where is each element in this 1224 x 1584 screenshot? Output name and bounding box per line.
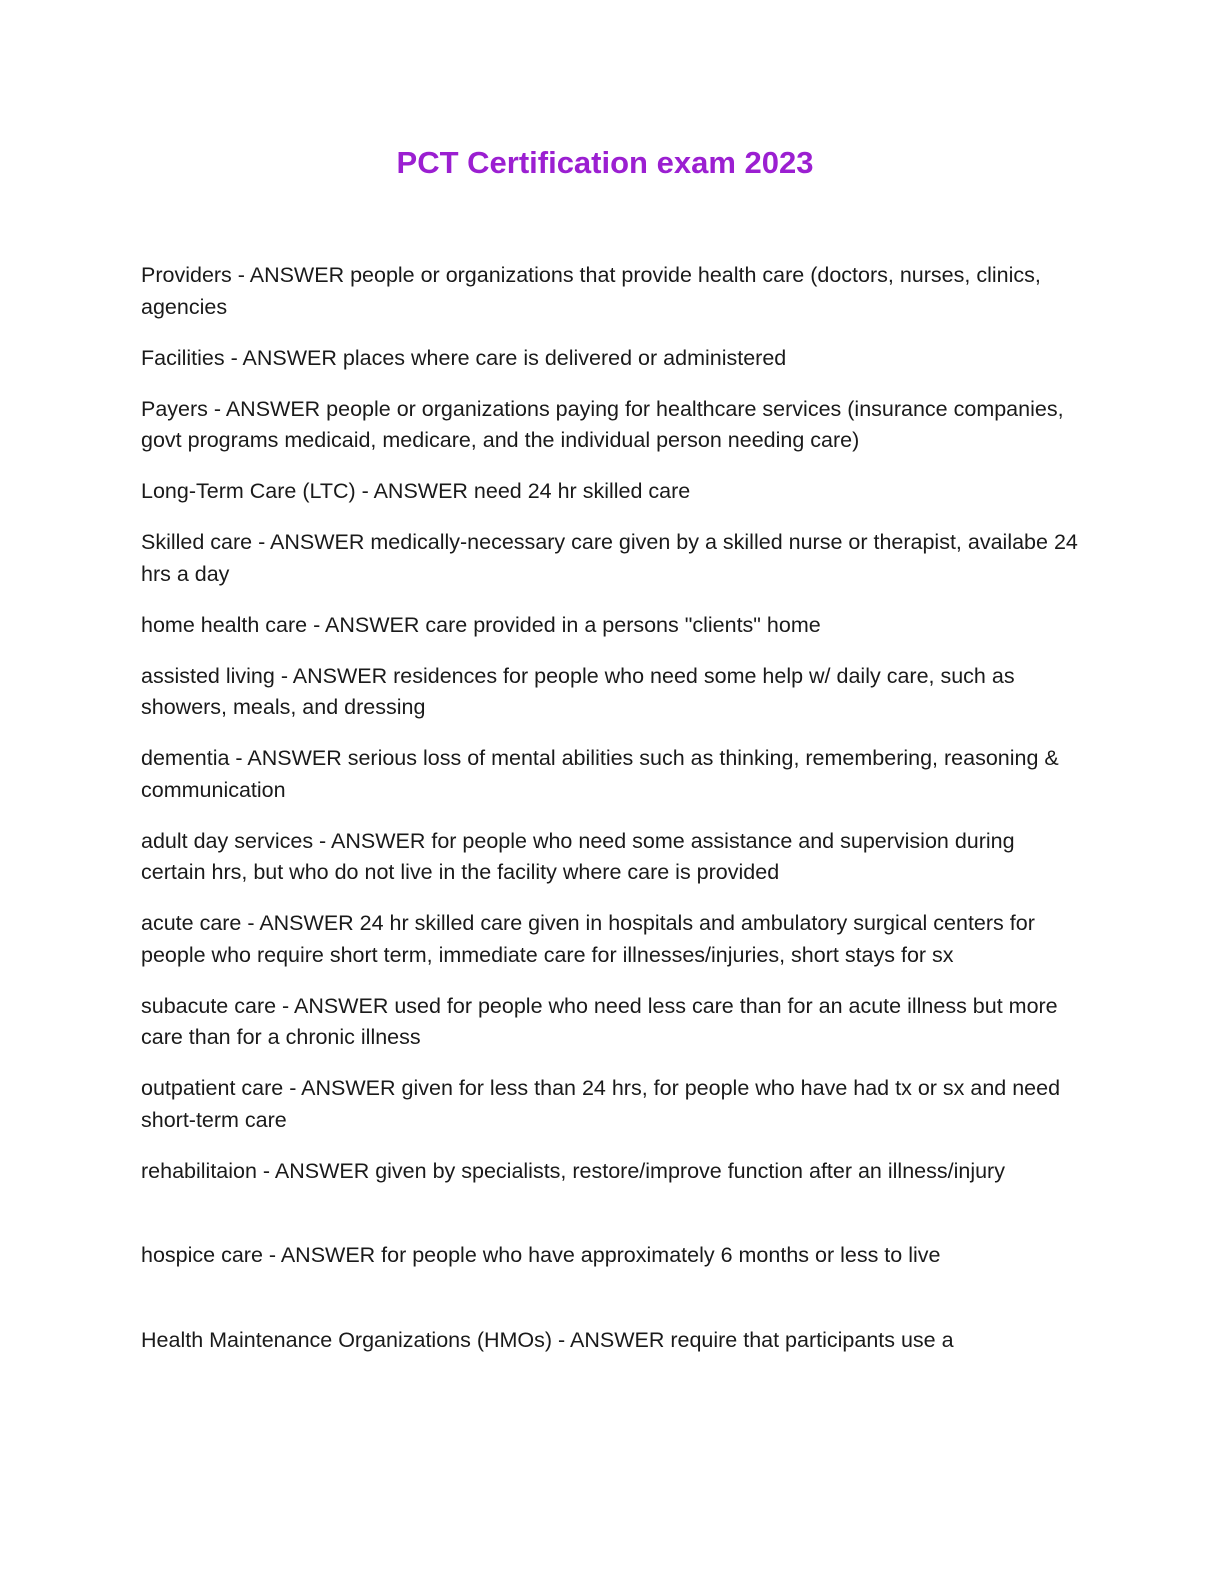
term-entry-dementia: dementia - ANSWER serious loss of mental abilities such as thinking, remembering, reasoning & communication <box>141 746 1059 802</box>
term-list <box>141 260 1081 1376</box>
term-entry-hmos: Health Maintenance Organizations (HMOs) - ANSWER require that participants use a <box>141 1327 954 1352</box>
term-entry-outpatient-care: outpatient care - ANSWER given for less than 24 hrs, for people who have had tx or sx and need short-term care <box>141 1076 1061 1132</box>
term-entry-rehabilitation: rehabilitaion - ANSWER given by specialists, restore/improve function after an illness/injury <box>141 1158 1005 1183</box>
term-entry-providers: Providers - ANSWER people or organizations that provide health care (doctors, nurses, clinics, agencies <box>141 263 1041 319</box>
term-entry-facilities: Facilities - ANSWER places where care is delivered or administered <box>141 345 787 370</box>
term-entry-assisted-living: assisted living - ANSWER residences for people who need some help w/ daily care, such as showers, meals, and dressing <box>141 663 1015 719</box>
document-title: PCT Certification exam 2023 <box>396 145 814 180</box>
term-entry-long-term-care: Long-Term Care (LTC) - ANSWER need 24 hr skilled care <box>141 479 691 503</box>
term-entry-adult-day-services: adult day services - ANSWER for people who need some assistance and supervision during certain hrs, but who do not live in the facility where care is provided <box>141 828 1015 884</box>
term-entry-payers: Payers - ANSWER people or organizations paying for healthcare services (insurance companies, govt programs medicaid, medicare, and the individual person needing care) <box>141 396 1064 452</box>
term-entry-acute-care: acute care - ANSWER 24 hr skilled care given in hospitals and ambulatory surgical centers for people who require short term, immediate care for illnesses/injuries, short stays for sx <box>141 911 1035 967</box>
term-entry-subacute-care: subacute care - ANSWER used for people who need less care than for an acute illness but more care than for a chronic illness <box>141 993 1058 1049</box>
term-entry-skilled-care: Skilled care - ANSWER medically-necessary care given by a skilled nurse or therapist, availabe 24 hrs a day <box>141 530 1078 586</box>
term-entry-home-health-care: home health care - ANSWER care provided in a persons "clients" home <box>141 612 821 637</box>
term-entry-hospice-care: hospice care - ANSWER for people who have approximately 6 months or less to live <box>141 1243 941 1267</box>
